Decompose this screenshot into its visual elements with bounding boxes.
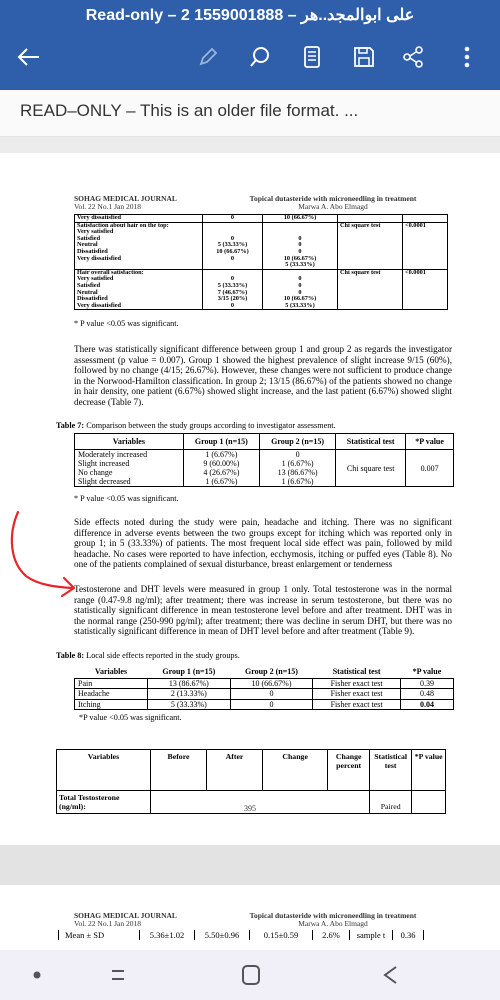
table-cell: 0 0 0 10 (66.67%) 5 (33.33%) — [263, 222, 338, 269]
page-gap — [0, 845, 500, 885]
journal-name: SOHAG MEDICAL JOURNAL — [74, 194, 177, 203]
table-cell: Very dissatisfied — [75, 215, 203, 223]
table7-caption — [56, 421, 336, 430]
app-bar — [0, 0, 500, 90]
page-number: 395 — [244, 804, 256, 813]
back-icon[interactable] — [375, 962, 405, 988]
table-header-cell: Statistical test — [369, 750, 411, 791]
home-icon[interactable] — [236, 962, 266, 988]
table-header-cell: Variables — [75, 434, 184, 450]
table-header-cell: Group 1 (n=15) — [147, 666, 230, 678]
table-cell: Satisfaction about hair on the top: Very satisfied Satisfied Neutral Dissatisfied Very dissatisfied — [75, 222, 203, 269]
table-cell: 0.007 — [406, 450, 454, 487]
table-cell: 0 5 (33.33%) 10 (66.67%) 0 — [203, 222, 263, 269]
table-cell: Fisher exact test — [313, 699, 401, 710]
table-row — [75, 215, 448, 223]
table-cell: 10 (66.67%) — [230, 678, 313, 689]
article-title: Topical dutasteride with microneedling in treatment — [249, 911, 417, 920]
paragraph-side-effects: Side effects noted during the study were pain, headache and itching. There was no significant difference in adverse events between the two groups except for itching which was reported only in group 1; in 5 (33.33%) of patients. The most frequent local side effect was pain, followed by mild headache. No cases were reported to have infection, ecchymosis, itching or puffed eyes (Table 8). No one of the patients complained of sexual disturbance, breast enlargement or tenderness — [74, 517, 452, 569]
table-cell: 13 (86.67%) — [147, 678, 230, 689]
significance-note: *P value <0.05 was significant. — [79, 713, 182, 722]
table-cell — [403, 215, 448, 223]
table-cell: 0 — [230, 699, 313, 710]
table-cell: 0 5 (33.33%) 7 (46.67%) 3/15 (20%) 0 — [203, 269, 263, 310]
table-cell: 0 — [203, 215, 263, 223]
table-8 — [74, 666, 454, 710]
table-cell: 0.39 — [400, 678, 453, 689]
table-cell: Chi square test — [338, 269, 403, 310]
table-row — [75, 450, 454, 487]
table-cell: 5.50±0.96 — [195, 930, 250, 940]
table-header-cell: *P value — [400, 666, 453, 678]
table-cell: Paired — [369, 791, 411, 814]
table-cell: 0.36 — [393, 930, 424, 940]
table-cell: sample t — [350, 930, 393, 940]
document-title: Read-only – 2 علی ابوالمجد..ه‍ر – 1559001888 — [85, 7, 415, 24]
table-header-cell: Variables — [75, 666, 148, 678]
table-header-cell: Group 2 (n=15) — [230, 666, 313, 678]
table7-caption-label: Table 7: — [56, 421, 85, 430]
table-cell: <0.0001 — [403, 222, 448, 269]
table-9-continued — [58, 930, 424, 940]
table-row — [75, 699, 454, 710]
table-cell: Fisher exact test — [313, 678, 401, 689]
article-author: Marwa A. Abo Elmagd — [298, 919, 368, 928]
journal-volume: Vol. 22 No.1 Jan 2018 — [74, 202, 141, 211]
table-header-row — [75, 434, 454, 450]
table-cell: 1 (6.67%) 9 (60.00%) 4 (26.67%) 1 (6.67%) — [183, 450, 259, 487]
table-cell: Fisher exact test — [313, 689, 401, 700]
table-header-row — [75, 666, 454, 678]
table7-caption-text: Comparison between the study groups according to investigator assessment. — [84, 421, 336, 430]
recents-icon[interactable] — [103, 962, 133, 988]
arrow-left-icon[interactable] — [14, 42, 44, 72]
table-header-cell: Group 2 (n=15) — [259, 434, 335, 450]
table-header-cell: Variables — [57, 750, 151, 791]
journal-header — [74, 912, 177, 928]
table-cell: <0.0001 — [403, 269, 448, 310]
table-cell: 2.6% — [313, 930, 350, 940]
table8-caption-text: Local side effects reported in the study groups. — [84, 651, 240, 660]
more-vert-icon[interactable] — [452, 42, 482, 72]
table-header-row — [57, 750, 446, 791]
save-icon[interactable] — [349, 42, 379, 72]
table-7 — [74, 433, 454, 487]
read-only-banner[interactable] — [0, 90, 500, 137]
table-row — [75, 689, 454, 700]
table-row — [75, 678, 454, 689]
table-header-cell: Change — [262, 750, 328, 791]
table-row — [75, 269, 448, 310]
table-cell: Total Testosterone (ng/ml): — [57, 791, 151, 814]
table-row — [75, 222, 448, 269]
table-cell: 0 — [230, 689, 313, 700]
table-cell: 0.04 — [400, 699, 453, 710]
article-header — [228, 195, 438, 211]
read-only-banner-text: READ–ONLY – This is an older file format. ... — [20, 101, 359, 120]
table-cell: Pain — [75, 678, 148, 689]
share-icon[interactable] — [398, 42, 428, 72]
red-arrow-annotation — [0, 490, 80, 600]
search-icon[interactable] — [245, 42, 275, 72]
table-cell — [338, 215, 403, 223]
article-header — [228, 912, 438, 928]
table-cell: 5.36±1.02 — [140, 930, 195, 940]
table-cell: Headache — [75, 689, 148, 700]
table-cell: Mean ± SD — [59, 930, 140, 940]
table-header-cell: *P value — [412, 750, 446, 791]
significance-note: * P value <0.05 was significant. — [74, 494, 179, 503]
journal-name: SOHAG MEDICAL JOURNAL — [74, 911, 177, 920]
paragraph-investigator-assessment: There was statistically significant difference between group 1 and group 2 as regards the investigator assessment (p value = 0.007). Group 1 showed the highest prevalence of slight increase 9/15 (60%), followed by no change (4/15; 26.67%). However, these changes were not sufficient to produce change in the Norwood-Hamilton classification. In group 2; 13/15 (86.67%) of the patients showed no change in hair density, one patient (6.67%) showed slight increase, and the last patient (6.67%) showed slight decrease (Table 7). — [74, 344, 452, 407]
table-satisfaction — [74, 214, 448, 310]
table-cell: Moderately increased Slight increased No change Slight decreased — [75, 450, 184, 487]
journal-header — [74, 195, 177, 211]
table-cell: 0.48 — [400, 689, 453, 700]
table-cell: 0 1 (6.67%) 13 (86.67%) 1 (6.67%) — [259, 450, 335, 487]
article-title: Topical dutasteride with microneedling in treatment — [249, 194, 417, 203]
table-header-cell: Group 1 (n=15) — [183, 434, 259, 450]
table-header-cell: Statistical test — [336, 434, 406, 450]
significance-note: * P value <0.05 was significant. — [74, 319, 179, 328]
table-cell: 2 (13.33%) — [147, 689, 230, 700]
table-cell: 5 (33.33%) — [147, 699, 230, 710]
table-cell: 10 (66.67%) — [263, 215, 338, 223]
table-row — [59, 930, 424, 940]
dot-icon[interactable] — [22, 962, 52, 988]
journal-volume: Vol. 22 No.1 Jan 2018 — [74, 919, 141, 928]
table8-caption — [56, 651, 240, 660]
table-cell: 0.15±0.59 — [250, 930, 313, 940]
table-cell: Chi square test — [338, 222, 403, 269]
pen-icon[interactable] — [193, 42, 223, 72]
table-header-cell: Statistical test — [313, 666, 401, 678]
table-cell: 0 0 0 10 (66.67%) 5 (33.33%) — [263, 269, 338, 310]
table-cell: Itching — [75, 699, 148, 710]
table-header-cell: After — [207, 750, 263, 791]
table-header-cell: *P value — [406, 434, 454, 450]
table8-caption-label: Table 8: — [56, 651, 85, 660]
table-cell: Chi square test — [336, 450, 406, 487]
article-author: Marwa A. Abo Elmagd — [298, 202, 368, 211]
table-header-cell: Before — [150, 750, 206, 791]
document-view-icon[interactable] — [297, 42, 327, 72]
table-cell: Hair overall satisfaction: Very satisfied Satisfied Neutral Dissatisfied Very dissatisfied — [75, 269, 203, 310]
table-header-cell: Change percent — [328, 750, 370, 791]
paragraph-testosterone: Testosterone and DHT levels were measured in group 1 only. Total testosterone was in the normal range (0.47-9.8 ng/ml); after treatment; there was increase in serum testosterone, but there was no statistically significant difference in mean testosterone level before and after treatment. DHT was in the normal range (250-990 pg/ml); after treatment; there was decline in serum DHT, but there was no statistically significant difference in mean of DHT level before and after treatment (Table 9). — [74, 584, 452, 636]
